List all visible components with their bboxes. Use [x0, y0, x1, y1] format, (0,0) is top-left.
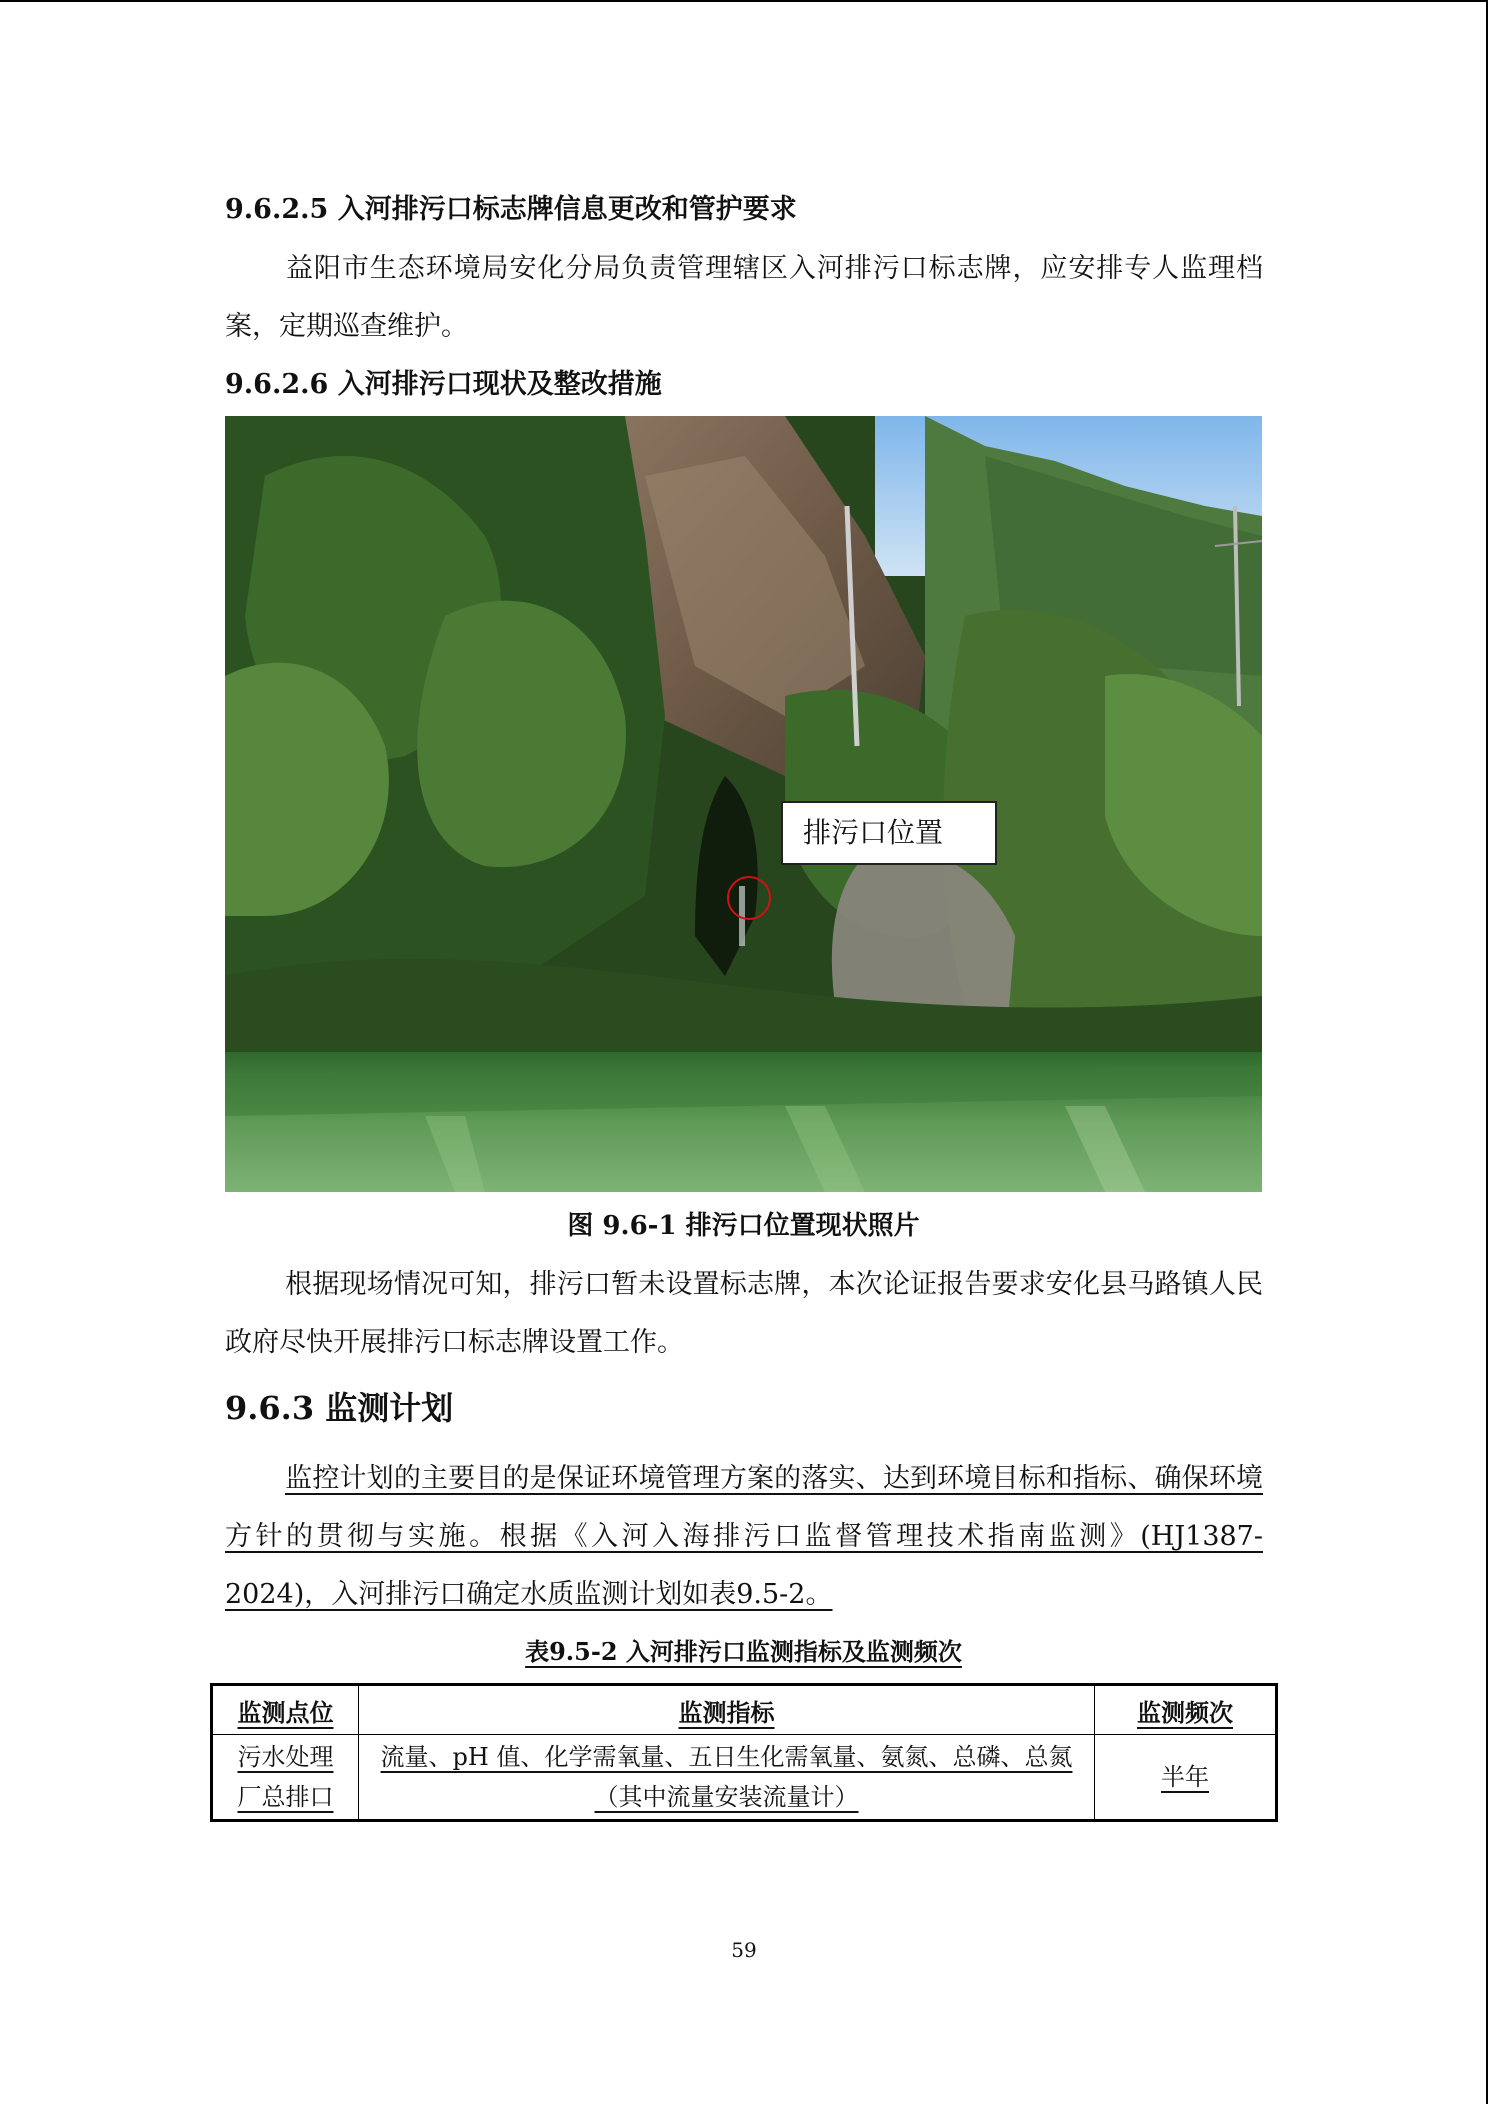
outfall-site-photo — [225, 416, 1262, 1192]
heading-9-6-2-6: 9.6.2.6 入河排污口现状及整改措施 — [225, 369, 662, 400]
cell-frequency: 半年 — [1095, 1735, 1277, 1821]
outfall-circle-marker — [727, 876, 771, 920]
location-line-1: 污水处理 — [237, 1743, 334, 1771]
header-location: 监测点位 — [212, 1685, 359, 1735]
figure-caption: 图 9.6-1 排污口位置现状照片 — [567, 1211, 920, 1241]
indicators-line-2: （其中流量安装流量计） — [594, 1783, 859, 1811]
cell-indicators — [359, 1735, 1095, 1821]
paragraph-monitoring-plan: 监控计划的主要目的是保证环境管理方案的落实、达到环境目标和指标、确保环境方针的贯彻与实施。根据《入河入海排污口监督管理技术指南监测》(HJ1387-2024)，入河排污口确定水质监测计划如表9.5-2。 — [225, 1463, 1263, 1610]
heading-9-6-2-5: 9.6.2.5 入河排污口标志牌信息更改和管护要求 — [225, 194, 797, 225]
location-line-2: 厂总排口 — [237, 1783, 334, 1811]
cell-location — [212, 1735, 359, 1821]
indicators-line-1: 流量、pH 值、化学需氧量、五日生化需氧量、氨氮、总磷、总氮 — [380, 1743, 1073, 1771]
heading-9-6-3: 9.6.3 监测计划 — [225, 1389, 454, 1427]
header-frequency: 监测频次 — [1095, 1685, 1277, 1735]
page-border-top — [0, 0, 1488, 2]
table-title: 表9.5-2 入河排污口监测指标及监测频次 — [525, 1637, 962, 1666]
header-indicators: 监测指标 — [359, 1685, 1095, 1735]
paragraph-sign-maintenance: 益阳市生态环境局安化分局负责管理辖区入河排污口标志牌，应安排专人监理档案，定期巡查维护。 — [225, 253, 1263, 342]
monitoring-table — [210, 1683, 1278, 1822]
photo-scene — [225, 416, 1262, 1192]
page-number: 59 — [731, 1938, 757, 1962]
table-header-row — [212, 1685, 1277, 1735]
outfall-callout-label: 排污口位置 — [781, 801, 997, 865]
paragraph-after-figure: 根据现场情况可知，排污口暂未设置标志牌，本次论证报告要求安化县马路镇人民政府尽快开展排污口标志牌设置工作。 — [225, 1269, 1263, 1358]
table-row — [212, 1735, 1277, 1821]
